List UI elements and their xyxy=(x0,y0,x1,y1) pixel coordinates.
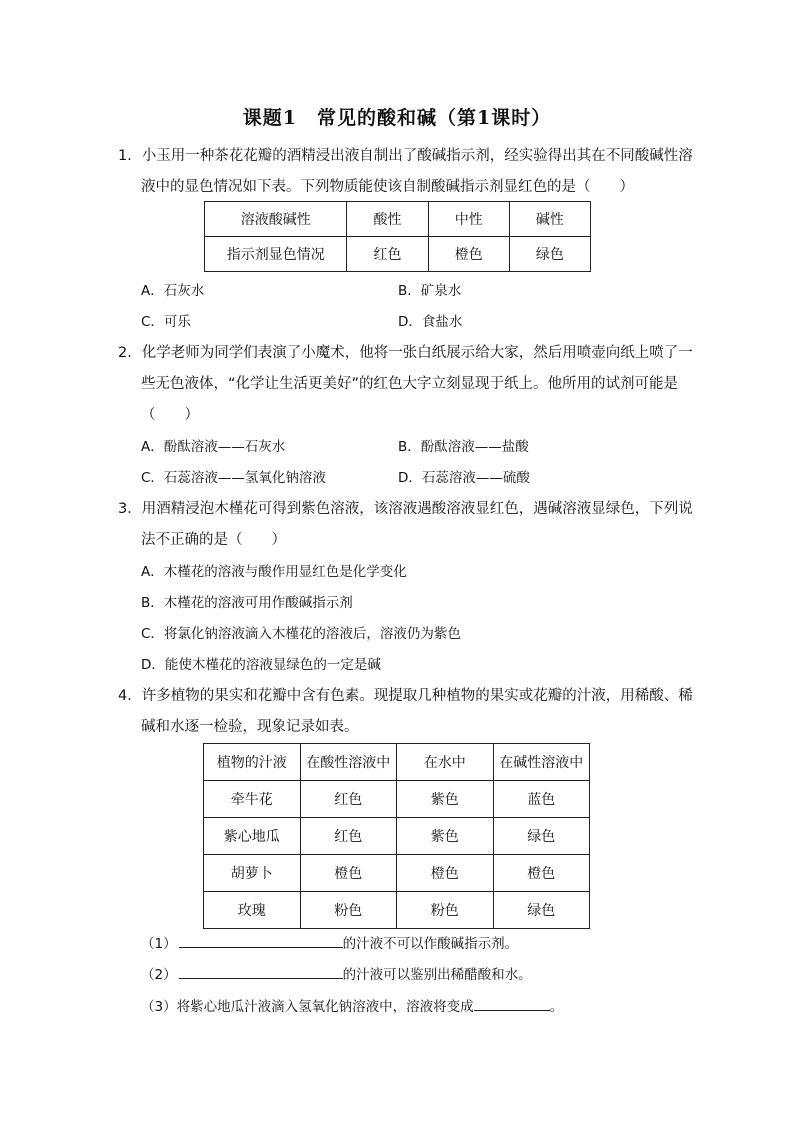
table-cell: 绿色 xyxy=(493,892,590,929)
q4-sub3-end: 。 xyxy=(549,999,564,1015)
table-cell: 橙色 xyxy=(493,855,590,892)
q1-color-table xyxy=(204,201,591,272)
q1-option-b: B．矿泉水 xyxy=(398,283,462,299)
q2-option-c: C．石蕊溶液——氢氧化钠溶液 xyxy=(141,470,326,486)
table-cell: 粉色 xyxy=(397,892,494,929)
q4-plant-table xyxy=(203,743,590,929)
q1-option-a: A．石灰水 xyxy=(141,283,205,299)
table-cell: 红色 xyxy=(347,237,428,272)
table-row xyxy=(204,744,590,781)
page-title: 课题1 常见的酸和碱（第1课时） xyxy=(242,107,552,129)
table-row xyxy=(204,818,590,855)
q4-text-line1: 4．许多植物的果实和花瓣中含有色素。现提取几种植物的果实或花瓣的汁液，用稀酸、稀 xyxy=(118,688,693,704)
q2-option-a: A．酚酞溶液——石灰水 xyxy=(141,439,286,455)
table-cell: 红色 xyxy=(300,781,397,818)
q4-sub2 xyxy=(141,964,532,985)
table-cell: 指示剂显色情况 xyxy=(205,237,347,272)
table-cell: 红色 xyxy=(300,818,397,855)
table-row xyxy=(204,855,590,892)
table-row xyxy=(204,892,590,929)
table-cell: 紫心地瓜 xyxy=(204,818,301,855)
table-cell: 胡萝卜 xyxy=(204,855,301,892)
table-header-cell: 在水中 xyxy=(397,744,494,781)
q1-text-line1: 1．小玉用一种茶花花瓣的酒精浸出液自制出了酸碱指示剂，经实验得出其在不同酸碱性溶 xyxy=(118,148,693,164)
q4-text-line2: 碱和水逐一检验，现象记录如表。 xyxy=(141,719,359,735)
table-cell: 绿色 xyxy=(509,237,590,272)
q2-text-line2: 些无色液体，“化学让生活更美好”的红色大字立刻显现于纸上。他所用的试剂可能是 xyxy=(141,376,679,392)
q3-option-d: D．能使木槿花的溶液显绿色的一定是碱 xyxy=(141,657,381,673)
table-cell: 紫色 xyxy=(397,818,494,855)
q2-text-line1: 2．化学老师为同学们表演了小魔术，他将一张白纸展示给大家，然后用喷壶向纸上喷了一 xyxy=(118,345,693,361)
q3-option-c: C．将氯化钠溶液滴入木槿花的溶液后，溶液仍为紫色 xyxy=(141,626,461,642)
q4-sub3 xyxy=(141,996,563,1017)
table-cell: 蓝色 xyxy=(493,781,590,818)
q4-sub2-number: （2） xyxy=(141,967,177,983)
q4-sub3-text: （3）将紫心地瓜汁液滴入氢氧化钠溶液中，溶液将变成 xyxy=(141,999,474,1015)
table-cell: 橙色 xyxy=(428,237,509,272)
q3-option-a: A．木槿花的溶液与酸作用显红色是化学变化 xyxy=(141,564,407,580)
q2-option-d: D．石蕊溶液——硫酸 xyxy=(398,470,530,486)
q2-option-b: B．酚酞溶液——盐酸 xyxy=(398,439,529,455)
table-row xyxy=(205,202,591,237)
q1-option-c: C．可乐 xyxy=(141,314,191,330)
q4-sub2-answer-blank[interactable] xyxy=(179,964,343,979)
q3-option-b: B．木槿花的溶液可用作酸碱指示剂 xyxy=(141,595,353,611)
table-cell: 橙色 xyxy=(300,855,397,892)
table-header-cell: 碱性 xyxy=(509,202,590,237)
table-cell: 粉色 xyxy=(300,892,397,929)
table-header-cell: 溶液酸碱性 xyxy=(205,202,347,237)
table-header-cell: 在碱性溶液中 xyxy=(493,744,590,781)
table-row xyxy=(204,781,590,818)
table-header-cell: 在酸性溶液中 xyxy=(300,744,397,781)
table-cell: 玫瑰 xyxy=(204,892,301,929)
q4-sub1 xyxy=(141,933,518,954)
q4-sub2-text: 的汁液可以鉴别出稀醋酸和水。 xyxy=(342,967,532,983)
q4-sub1-answer-blank[interactable] xyxy=(179,933,343,948)
table-cell: 紫色 xyxy=(397,781,494,818)
table-cell: 牵牛花 xyxy=(204,781,301,818)
q1-option-d: D．食盐水 xyxy=(398,314,463,330)
q3-text-line2: 法不正确的是（ ） xyxy=(141,532,286,548)
q4-sub3-answer-blank[interactable] xyxy=(474,996,550,1011)
table-header-cell: 植物的汁液 xyxy=(204,744,301,781)
table-row xyxy=(205,237,591,272)
table-cell: 绿色 xyxy=(493,818,590,855)
table-header-cell: 中性 xyxy=(428,202,509,237)
table-cell: 橙色 xyxy=(397,855,494,892)
q1-text-line2: 液中的显色情况如下表。下列物质能使该自制酸碱指示剂显红色的是（ ） xyxy=(141,179,634,195)
q4-sub1-text: 的汁液不可以作酸碱指示剂。 xyxy=(342,936,519,952)
table-header-cell: 酸性 xyxy=(347,202,428,237)
q3-text-line1: 3．用酒精浸泡木槿花可得到紫色溶液，该溶液遇酸溶液显红色，遇碱溶液显绿色，下列说 xyxy=(118,501,693,517)
q2-text-line3: （ ） xyxy=(141,407,199,423)
q4-sub1-number: （1） xyxy=(141,936,177,952)
